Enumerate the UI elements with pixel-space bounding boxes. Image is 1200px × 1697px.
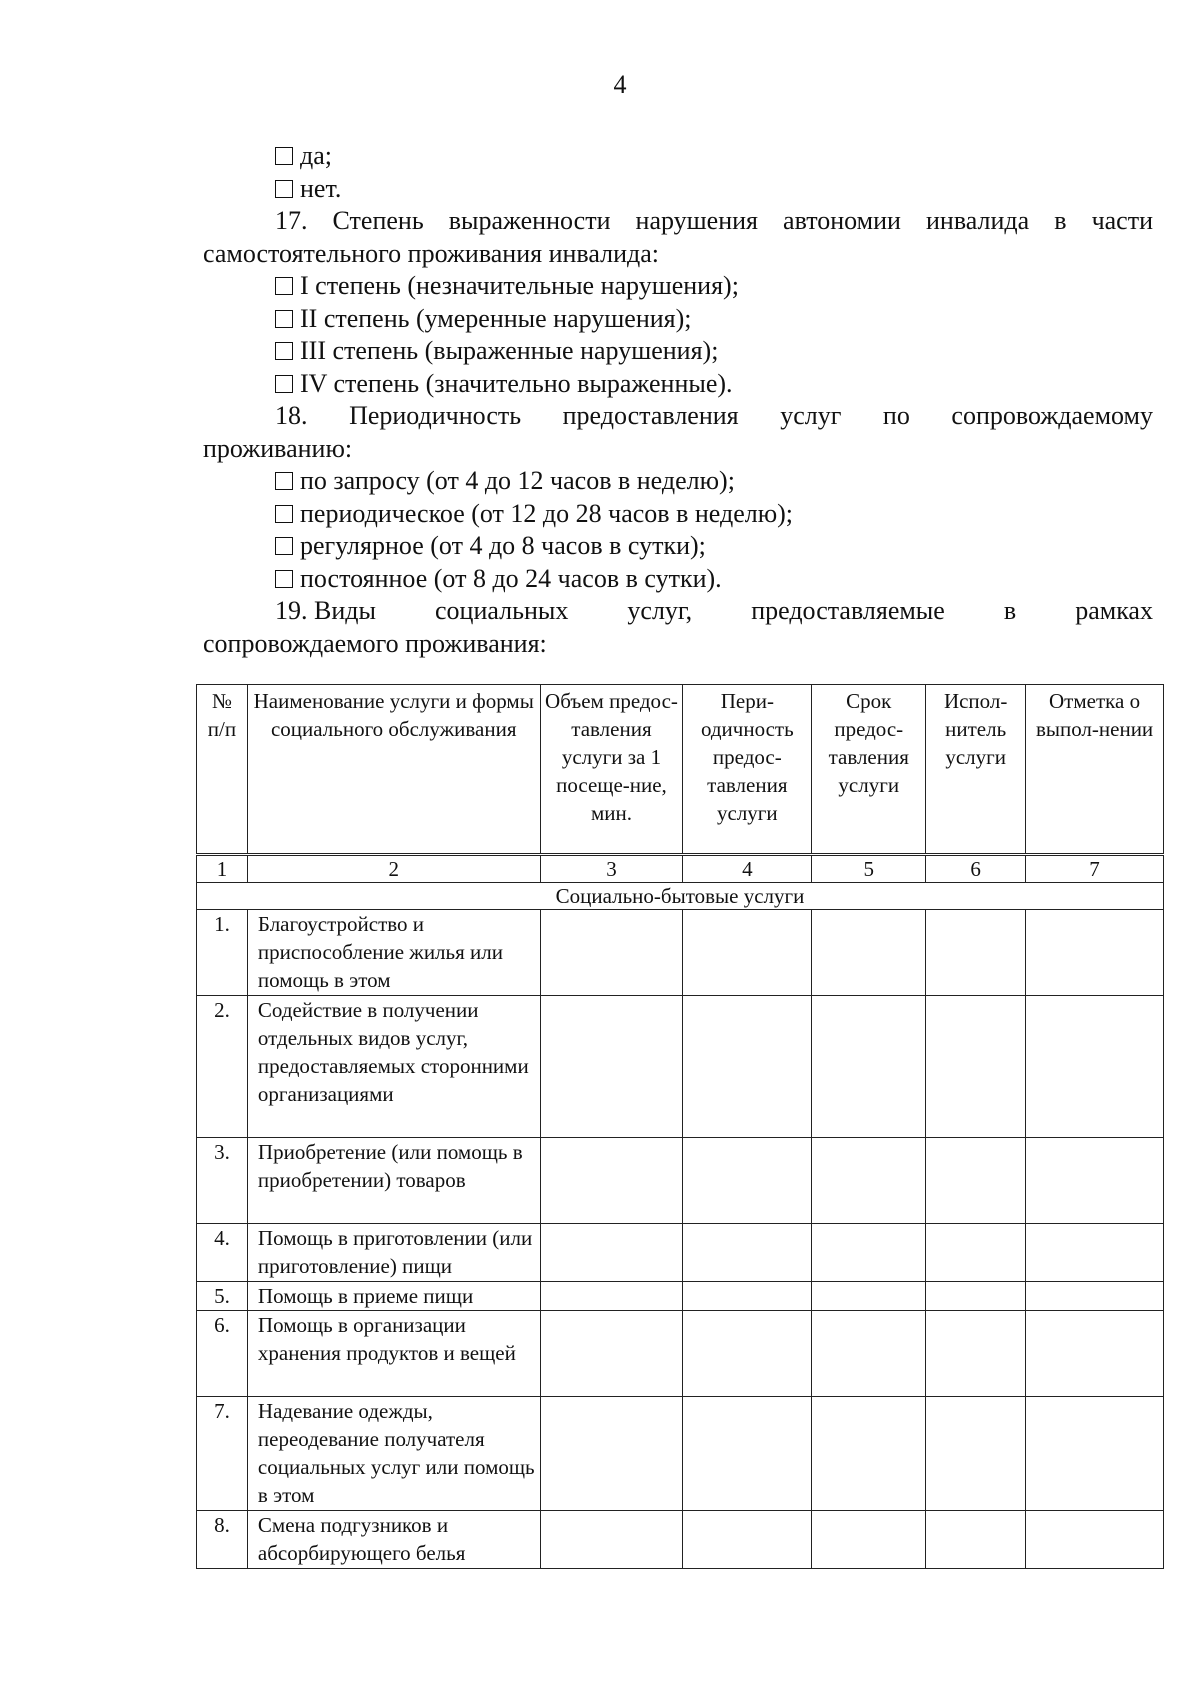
row-number: 7. [197,1397,248,1511]
volume-cell[interactable] [540,996,683,1138]
column-number: 1 [197,855,248,883]
service-name: Приобретение (или помощь в приобретении) товаров [247,1138,540,1224]
option-regular[interactable] [203,530,1153,563]
volume-cell[interactable] [540,1511,683,1569]
questionnaire-text [203,140,1153,660]
table-row [197,1311,1164,1397]
option-yes[interactable] [203,140,1153,173]
header-periodicity: Пери-одичность предос-тавления услуги [683,685,812,855]
section-title: Социально-бытовые услуги [197,883,1164,910]
option-label: IV степень (значительно выраженные). [300,368,733,398]
q19-word: в [1003,596,1017,625]
checkbox[interactable] [275,570,293,588]
header-completion-mark: Отметка о выпол-нении [1026,685,1164,855]
checkbox[interactable] [275,147,293,165]
services-table [196,684,1164,1569]
column-number: 5 [812,855,926,883]
executor-cell[interactable] [926,910,1026,996]
q19-word: социальных [435,596,569,625]
question-19-line2: сопровождаемого проживания: [203,628,547,658]
question-17-line2: самостоятельного проживания инвалида: [203,238,660,268]
row-number: 5. [197,1282,248,1311]
periodicity-cell[interactable] [683,1397,812,1511]
service-name: Благоустройство и приспособление жилья или помощь в этом [247,910,540,996]
term-cell[interactable] [812,1511,926,1569]
executor-cell[interactable] [926,996,1026,1138]
option-degree-2[interactable] [203,303,1153,336]
completion-cell[interactable] [1026,996,1164,1138]
row-number: 1. [197,910,248,996]
volume-cell[interactable] [540,1311,683,1397]
option-degree-3[interactable] [203,335,1153,368]
periodicity-cell[interactable] [683,996,812,1138]
option-label: по запросу (от 4 до 12 часов в неделю); [300,466,735,495]
periodicity-cell[interactable] [683,1282,812,1311]
question-18-line1: 18. Периодичность предоставления услуг по сопровождаемому [275,401,1153,430]
q19-word: предоставляемые [751,596,945,625]
term-cell[interactable] [812,1282,926,1311]
column-number: 7 [1026,855,1164,883]
column-numbers-row [197,855,1164,883]
table-row [197,996,1164,1138]
row-number: 4. [197,1224,248,1282]
completion-cell[interactable] [1026,1138,1164,1224]
table-row [197,1282,1164,1311]
checkbox[interactable] [275,277,293,295]
table-header-row [197,685,1164,855]
executor-cell[interactable] [926,1311,1026,1397]
service-name: Помощь в приеме пищи [247,1282,540,1311]
executor-cell[interactable] [926,1138,1026,1224]
q19-word: рамках [1075,596,1153,625]
service-name: Смена подгузников и абсорбирующего белья [247,1511,540,1569]
completion-cell[interactable] [1026,1311,1164,1397]
header-term: Срок предос-тавления услуги [812,685,926,855]
completion-cell[interactable] [1026,1511,1164,1569]
option-degree-1[interactable] [203,270,1153,303]
question-18-line2: проживанию: [203,433,353,463]
completion-cell[interactable] [1026,1397,1164,1511]
completion-cell[interactable] [1026,1224,1164,1282]
service-name: Содействие в получении отдельных видов услуг, предоставляемых сторонними организациями [247,996,540,1138]
table-row [197,1511,1164,1569]
option-label: III степень (выраженные нарушения); [300,336,719,365]
table-row [197,1138,1164,1224]
executor-cell[interactable] [926,1224,1026,1282]
column-number: 2 [247,855,540,883]
column-number: 4 [683,855,812,883]
option-label: да; [300,141,332,170]
completion-cell[interactable] [1026,910,1164,996]
periodicity-cell[interactable] [683,1138,812,1224]
column-number: 3 [540,855,683,883]
completion-cell[interactable] [1026,1282,1164,1311]
row-number: 6. [197,1311,248,1397]
q19-word: 19. Виды [275,596,376,625]
volume-cell[interactable] [540,1224,683,1282]
header-volume: Объем предос-тавления услуги за 1 посеще-ние, мин. [540,685,683,855]
option-label: постоянное (от 8 до 24 часов в сутки). [300,563,722,593]
term-cell[interactable] [812,996,926,1138]
checkbox[interactable] [275,180,293,198]
header-executor: Испол-нитель услуги [926,685,1026,855]
periodicity-cell[interactable] [683,910,812,996]
option-permanent[interactable] [203,563,1153,596]
row-number: 2. [197,996,248,1138]
term-cell[interactable] [812,910,926,996]
periodicity-cell[interactable] [683,1224,812,1282]
question-17-line1: 17. Степень выраженности нарушения автономии инвалида в части [275,206,1153,235]
option-label: периодическое (от 12 до 28 часов в неделю); [300,498,794,528]
section-row [197,883,1164,910]
checkbox[interactable] [275,505,293,523]
table-row [197,1397,1164,1511]
periodicity-cell[interactable] [683,1311,812,1397]
service-name: Помощь в приготовлении (или приготовление) пищи [247,1224,540,1282]
volume-cell[interactable] [540,1282,683,1311]
table-row [197,910,1164,996]
option-no[interactable] [203,173,1153,206]
term-cell[interactable] [812,1138,926,1224]
service-name: Помощь в организации хранения продуктов и вещей [247,1311,540,1397]
header-number: № п/п [197,685,248,855]
checkbox[interactable] [275,342,293,360]
option-label: регулярное (от 4 до 8 часов в сутки); [300,531,706,560]
page-number: 4 [613,70,627,99]
volume-cell[interactable] [540,1138,683,1224]
column-number: 6 [926,855,1026,883]
table-row [197,1224,1164,1282]
option-label: нет. [300,173,342,203]
volume-cell[interactable] [540,910,683,996]
executor-cell[interactable] [926,1282,1026,1311]
option-on-request[interactable] [203,465,1153,498]
checkbox[interactable] [275,537,293,555]
question-19-line1 [203,595,1153,628]
row-number: 8. [197,1511,248,1569]
option-degree-4[interactable] [203,368,1153,401]
header-service-name: Наименование услуги и формы социального обслуживания [247,685,540,855]
term-cell[interactable] [812,1224,926,1282]
q19-word: услуг, [627,596,693,625]
checkbox[interactable] [275,310,293,328]
term-cell[interactable] [812,1397,926,1511]
option-label: II степень (умеренные нарушения); [300,303,692,333]
option-periodic[interactable] [203,498,1153,531]
service-name: Надевание одежды, переодевание получателя социальных услуг или помощь в этом [247,1397,540,1511]
periodicity-cell[interactable] [683,1511,812,1569]
executor-cell[interactable] [926,1397,1026,1511]
option-label: I степень (незначительные нарушения); [300,271,739,300]
volume-cell[interactable] [540,1397,683,1511]
checkbox[interactable] [275,375,293,393]
term-cell[interactable] [812,1311,926,1397]
executor-cell[interactable] [926,1511,1026,1569]
checkbox[interactable] [275,472,293,490]
row-number: 3. [197,1138,248,1224]
